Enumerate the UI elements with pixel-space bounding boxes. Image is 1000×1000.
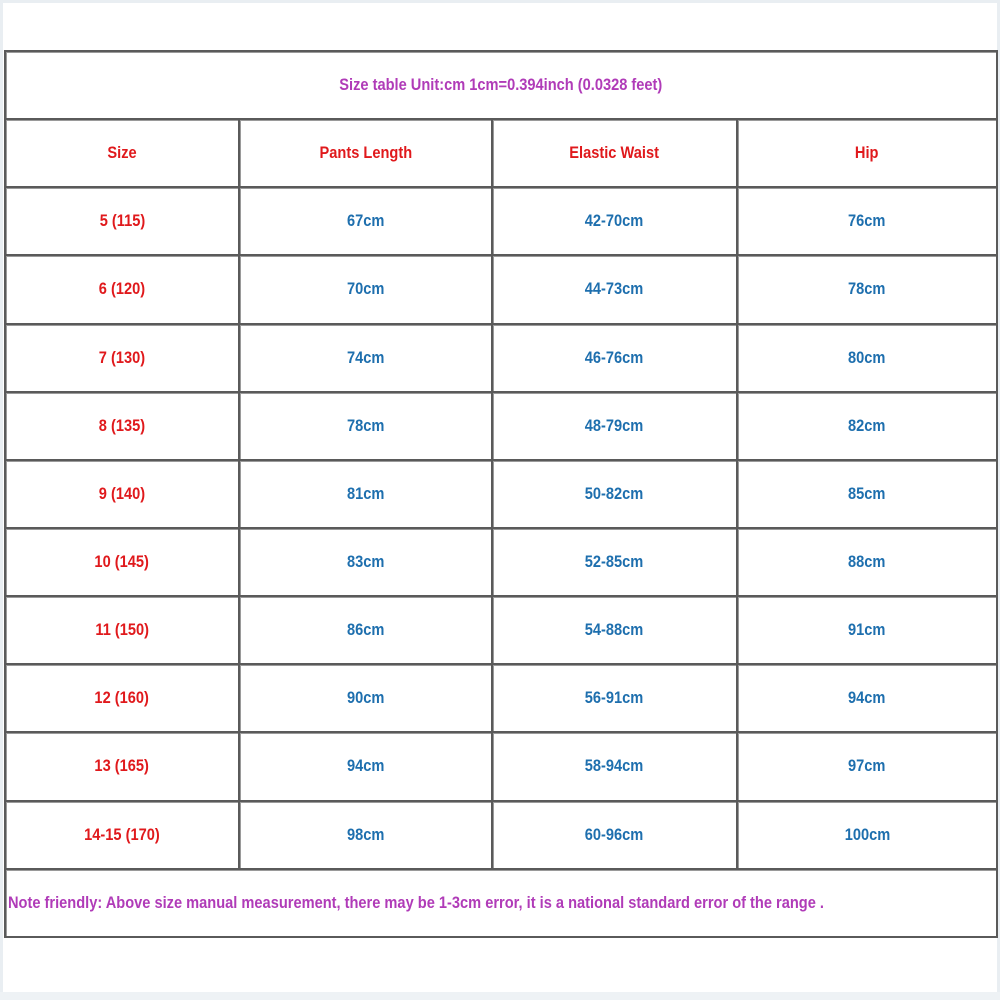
cell-hip-text: 82cm <box>848 415 886 435</box>
cell-size-text: 6 (120) <box>98 279 146 299</box>
cell-hip-text: 80cm <box>848 347 886 367</box>
cell-pants-length <box>239 596 492 664</box>
cell-size <box>5 801 239 869</box>
table-row <box>5 801 997 869</box>
table-row <box>5 324 997 392</box>
cell-hip <box>737 255 997 323</box>
cell-size-text: 8 (135) <box>98 415 146 435</box>
table-row <box>5 596 997 664</box>
cell-size-text: 10 (145) <box>94 552 150 572</box>
cell-elastic-waist <box>492 732 737 800</box>
cell-elastic-waist-text: 56-91cm <box>585 688 644 708</box>
cell-elastic-waist <box>492 596 737 664</box>
cell-size-text: 12 (160) <box>94 688 150 708</box>
cell-pants-length-text: 67cm <box>346 211 385 231</box>
title-row <box>5 51 997 119</box>
table-row <box>5 664 997 732</box>
table-title-text: Size table Unit:cm 1cm=0.394inch (0.0328 feet) <box>339 75 663 95</box>
cell-pants-length-text: 98cm <box>346 824 385 844</box>
cell-hip <box>737 664 997 732</box>
cell-elastic-waist-text: 46-76cm <box>585 347 644 367</box>
cell-hip <box>737 460 997 528</box>
table-row <box>5 187 997 255</box>
cell-pants-length <box>239 664 492 732</box>
cell-hip-text: 100cm <box>844 824 890 844</box>
cell-elastic-waist <box>492 187 737 255</box>
header-pants-length <box>239 119 492 187</box>
cell-elastic-waist-text: 50-82cm <box>585 483 644 503</box>
cell-pants-length-text: 86cm <box>346 620 385 640</box>
cell-elastic-waist-text: 60-96cm <box>585 824 644 844</box>
bottom-strip <box>0 992 1000 1000</box>
cell-pants-length <box>239 460 492 528</box>
cell-hip-text: 88cm <box>848 552 886 572</box>
table-title <box>5 51 997 119</box>
cell-size <box>5 460 239 528</box>
header-hip-text: Hip <box>855 143 879 163</box>
cell-elastic-waist <box>492 801 737 869</box>
cell-elastic-waist <box>492 528 737 596</box>
cell-hip <box>737 801 997 869</box>
size-table-body <box>5 51 997 937</box>
cell-hip <box>737 732 997 800</box>
cell-size-text: 7 (130) <box>98 347 146 367</box>
table-row <box>5 460 997 528</box>
cell-hip-text: 97cm <box>848 756 886 776</box>
cell-hip-text: 85cm <box>848 483 886 503</box>
cell-pants-length <box>239 732 492 800</box>
note-text: Note friendly: Above size manual measurement, there may be 1-3cm error, it is a national standard error of the range . <box>8 892 824 912</box>
cell-size <box>5 324 239 392</box>
cell-pants-length <box>239 528 492 596</box>
cell-hip-text: 94cm <box>848 688 886 708</box>
cell-pants-length-text: 90cm <box>346 688 385 708</box>
cell-elastic-waist-text: 42-70cm <box>585 211 644 231</box>
cell-elastic-waist-text: 44-73cm <box>585 279 644 299</box>
table-row <box>5 255 997 323</box>
header-size-text: Size <box>107 143 137 163</box>
cell-size <box>5 664 239 732</box>
cell-size-text: 9 (140) <box>98 483 146 503</box>
cell-pants-length-text: 83cm <box>346 552 385 572</box>
cell-elastic-waist <box>492 460 737 528</box>
note-row <box>5 869 997 937</box>
cell-elastic-waist <box>492 664 737 732</box>
cell-pants-length-text: 78cm <box>346 415 385 435</box>
cell-pants-length-text: 74cm <box>346 347 385 367</box>
header-elastic-waist <box>492 119 737 187</box>
cell-hip-text: 91cm <box>848 620 886 640</box>
cell-pants-length <box>239 324 492 392</box>
cell-hip <box>737 187 997 255</box>
cell-elastic-waist-text: 58-94cm <box>585 756 644 776</box>
cell-elastic-waist <box>492 255 737 323</box>
cell-elastic-waist-text: 52-85cm <box>585 552 644 572</box>
cell-hip-text: 78cm <box>848 279 886 299</box>
cell-pants-length-text: 70cm <box>346 279 385 299</box>
table-row <box>5 732 997 800</box>
cell-size <box>5 732 239 800</box>
cell-pants-length-text: 81cm <box>346 483 385 503</box>
note-cell <box>5 869 997 937</box>
cell-hip <box>737 596 997 664</box>
cell-size <box>5 392 239 460</box>
table-row <box>5 528 997 596</box>
size-table <box>4 50 998 938</box>
cell-pants-length <box>239 255 492 323</box>
cell-hip <box>737 324 997 392</box>
header-elastic-waist-text: Elastic Waist <box>569 143 660 163</box>
cell-size <box>5 187 239 255</box>
cell-hip <box>737 392 997 460</box>
cell-elastic-waist-text: 54-88cm <box>585 620 644 640</box>
header-hip <box>737 119 997 187</box>
header-row <box>5 119 997 187</box>
cell-size-text: 11 (150) <box>95 620 149 640</box>
header-size <box>5 119 239 187</box>
cell-elastic-waist-text: 48-79cm <box>585 415 644 435</box>
table-row <box>5 392 997 460</box>
cell-size <box>5 596 239 664</box>
cell-elastic-waist <box>492 324 737 392</box>
cell-size-text: 14-15 (170) <box>84 824 160 844</box>
cell-size-text: 5 (115) <box>99 211 145 231</box>
cell-size <box>5 528 239 596</box>
cell-pants-length <box>239 187 492 255</box>
cell-pants-length <box>239 392 492 460</box>
cell-hip-text: 76cm <box>848 211 886 231</box>
cell-hip <box>737 528 997 596</box>
header-pants-length-text: Pants Length <box>319 143 412 163</box>
cell-elastic-waist <box>492 392 737 460</box>
cell-pants-length-text: 94cm <box>346 756 385 776</box>
cell-size <box>5 255 239 323</box>
cell-pants-length <box>239 801 492 869</box>
cell-size-text: 13 (165) <box>94 756 150 776</box>
